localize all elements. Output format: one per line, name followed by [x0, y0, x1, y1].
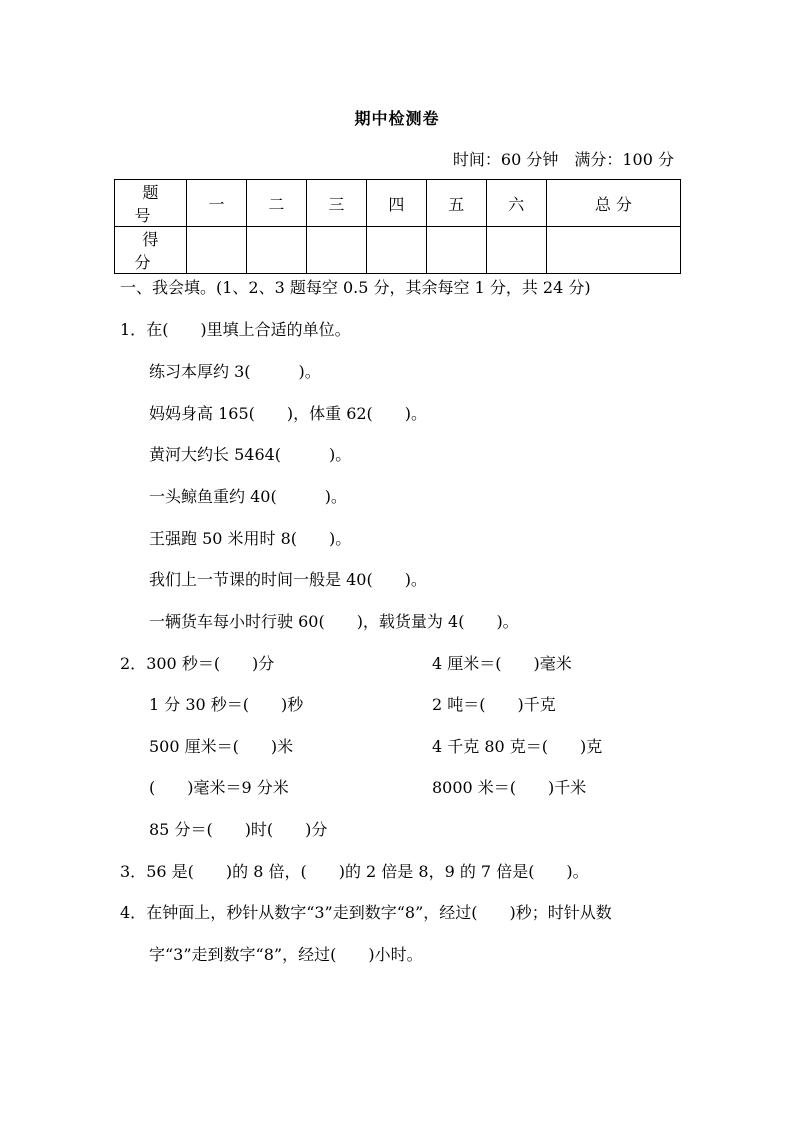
q1-item: 我们上一节课的时间一般是 40( )。 — [149, 570, 427, 589]
score-cell[interactable] — [546, 227, 680, 274]
score-cell[interactable] — [366, 227, 426, 274]
q2-right-item: 2 吨＝( )千克 — [432, 695, 556, 714]
question-text: 在钟面上，秒针从数字“3”走到数字“8”，经过( )秒；时针从数 — [146, 903, 612, 922]
table-header-cell: 五 — [426, 180, 486, 227]
score-table — [114, 179, 681, 274]
score-table-header-row — [115, 180, 681, 227]
q2-right-item: 8000 米＝( )千米 — [432, 778, 587, 797]
table-header-cell: 二 — [246, 180, 306, 227]
q2-left-item: 500 厘米＝( )米 — [149, 737, 294, 756]
question-number: 3． — [120, 862, 147, 881]
section-heading: 一、我会填。(1、2、3 题每空 0.5 分，其余每空 1 分，共 24 分) — [120, 278, 591, 297]
question-1 — [120, 317, 351, 340]
table-header-cell: 一 — [187, 180, 247, 227]
question-number: 2． — [120, 654, 147, 673]
score-label-cell: 得 分 — [115, 227, 187, 274]
score-table-score-row — [115, 227, 681, 274]
question-2 — [120, 651, 274, 674]
question-stem: 在( )里填上合适的单位。 — [146, 320, 351, 339]
question-number: 4． — [120, 903, 147, 922]
table-header-cell: 六 — [486, 180, 546, 227]
score-cell[interactable] — [426, 227, 486, 274]
score-cell[interactable] — [246, 227, 306, 274]
question-3 — [120, 859, 589, 882]
table-header-cell: 总 分 — [546, 180, 680, 227]
score-cell[interactable] — [486, 227, 546, 274]
question-4 — [120, 900, 612, 923]
score-cell[interactable] — [306, 227, 366, 274]
q1-item: 王强跑 50 米用时 8( )。 — [149, 529, 352, 548]
q2-left-item: ( )毫米＝9 分米 — [149, 778, 289, 797]
q2-left-item: 85 分＝( )时( )分 — [149, 820, 328, 839]
page-title: 期中检测卷 — [354, 109, 440, 128]
question-text: 56 是( )的 8 倍，( )的 2 倍是 8，9 的 7 倍是( )。 — [146, 862, 589, 881]
q1-item: 黄河大约长 5464( )。 — [149, 445, 352, 464]
q2-left-item: 1 分 30 秒＝( )秒 — [149, 695, 304, 714]
score-cell[interactable] — [187, 227, 247, 274]
q1-item: 练习本厚约 3( )。 — [149, 362, 321, 381]
q1-item: 一辆货车每小时行驶 60( )，载货量为 4( )。 — [149, 612, 519, 631]
q1-item: 妈妈身高 165( )，体重 62( )。 — [149, 404, 428, 423]
q2-left-item: 300 秒＝( )分 — [146, 654, 275, 673]
exam-meta: 时间：60 分钟 满分：100 分 — [452, 150, 674, 169]
table-header-cell: 三 — [306, 180, 366, 227]
table-header-cell: 题 号 — [115, 180, 187, 227]
question-number: 1． — [120, 320, 147, 339]
q1-item: 一头鲸鱼重约 40( )。 — [149, 487, 347, 506]
question-4-continued: 字“3”走到数字“8”，经过( )小时。 — [149, 945, 423, 964]
q2-right-item: 4 厘米＝( )毫米 — [432, 654, 572, 673]
table-header-cell: 四 — [366, 180, 426, 227]
q2-right-item: 4 千克 80 克＝( )克 — [432, 737, 603, 756]
